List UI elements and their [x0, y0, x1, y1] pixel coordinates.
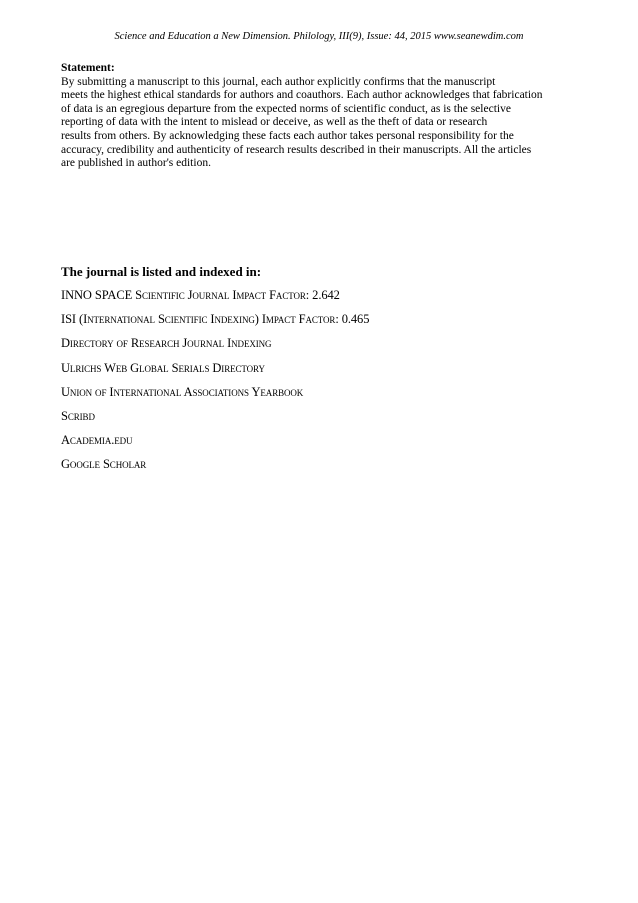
statement-line: are published in author's edition. [61, 157, 211, 170]
indexing-item-label: INNO SPACE Scientific Journal Impact Factor: 2.642 [61, 288, 340, 302]
statement-line: results from others. By acknowledging these facts each author takes personal responsibility for the [61, 129, 514, 142]
indexing-item-label: Directory of Research Journal Indexing [61, 336, 272, 351]
indexing-item-google-scholar [61, 456, 581, 472]
indexing-list [61, 287, 581, 472]
running-header-text: Science and Education a New Dimension. Philology, III(9), Issue: 44, 2015 www.seanewdim.com [114, 31, 524, 42]
indexing-item-inno-space [61, 287, 581, 303]
indexing-item-academia [61, 432, 581, 448]
indexing-item-scribd [61, 408, 581, 424]
statement-line: of data is an egregious departure from the expected norms of scientific conduct, as is the selective [61, 102, 511, 115]
statement-line: accuracy, credibility and authenticity of research results described in their manuscripts. All the articles [61, 143, 532, 156]
indexing-item-label: Ulrichs Web Global Serials Directory [61, 360, 265, 375]
running-header [0, 30, 638, 43]
indexing-item-label: ISI (International Scientific Indexing) Impact Factor: 0.465 [61, 312, 370, 327]
indexing-item-label: Academia.edu [61, 433, 133, 448]
statement-body [61, 76, 581, 171]
indexing-item-isi [61, 311, 581, 327]
statement-line: meets the highest ethical standards for authors and coauthors. Each author acknowledges that fabrication [61, 89, 543, 102]
indexing-title: The journal is listed and indexed in: [61, 264, 262, 279]
statement-section [61, 62, 581, 171]
statement-line: By submitting a manuscript to this journal, each author explicitly confirms that the manuscript [61, 75, 496, 88]
indexing-item-label: Scribd [61, 408, 95, 423]
indexing-item-uia-yearbook [61, 384, 581, 400]
indexing-section [61, 264, 581, 481]
statement-line: reporting of data with the intent to mislead or deceive, as well as the theft of data or research [61, 116, 488, 129]
indexing-item-ulrichs [61, 360, 581, 376]
indexing-item-label: Google Scholar [61, 457, 147, 472]
statement-title: Statement: [61, 62, 115, 74]
indexing-item-drji [61, 335, 581, 351]
indexing-item-label: Union of International Associations Yearbook [61, 384, 304, 399]
